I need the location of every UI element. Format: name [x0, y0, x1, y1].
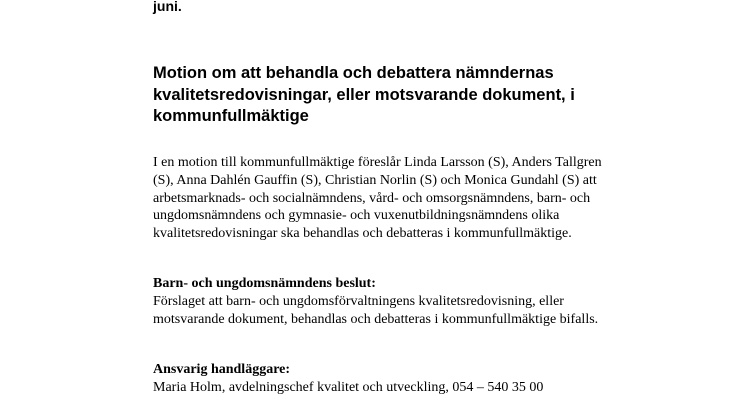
officer-heading: Ansvarig handläggare: — [153, 362, 291, 377]
motion-heading: Motion om att behandla och debattera nämndernas kvalitetsredovisningar, eller motsvarande dokument, i kommunfullmäktige — [153, 64, 575, 125]
intro-paragraph: I en motion till kommunfullmäktige föreslår Linda Larsson (S), Anders Tallgren (S), Anna Dahlén Gauffin (S), Christian Norlin (S) och Monica Gundahl (S) att arbetsmarknads- och socialnämndens, vård- och omsorgsnämndens, barn- och ungdomsnämndens och gymnasie- och vuxenutbildningsnämndens olika kvalitetsredovisningar ska behandlas och debatteras i kommunfullmäktige. — [153, 155, 602, 242]
officer-contact: Maria Holm, avdelningschef kvalitet och utveckling, 054 – 540 35 00 — [153, 380, 544, 395]
continuation-text: juni. — [153, 0, 182, 14]
decision-text: Förslaget att barn- och ungdomsförvaltningens kvalitetsredovisning, eller motsvarande dokument, behandlas och debatteras i kommunfullmäktige bifalls. — [153, 294, 599, 327]
decision-heading: Barn- och ungdomsnämndens beslut: — [153, 276, 376, 291]
